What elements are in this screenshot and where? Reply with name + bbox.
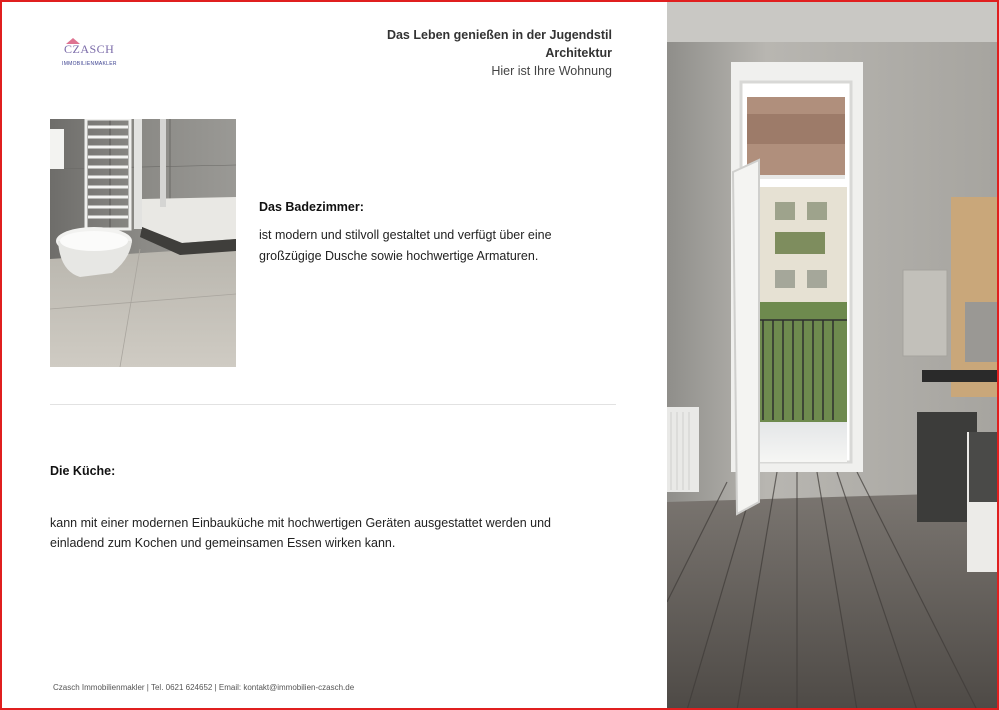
bathroom-photo — [50, 119, 236, 367]
bathroom-description-line1: ist modern und stilvoll gestaltet und verfügt über eine — [259, 228, 552, 242]
kitchen-heading: Die Küche: — [50, 464, 116, 478]
bathroom-description-line2: großzügige Dusche sowie hochwertige Armaturen. — [259, 249, 539, 263]
logo-tagline: IMMOBILIENMAKLER — [62, 61, 117, 67]
kitchen-description-line1: kann mit einer modernen Einbauküche mit hochwertigen Geräten ausgestattet werden und — [50, 516, 551, 530]
header-title-line1: Das Leben genießen in der Jugendstil — [386, 28, 612, 42]
kitchen-description — [50, 513, 610, 553]
kitchen-room-photo — [667, 2, 999, 710]
kitchen-description-line2: einladend zum Kochen und gemeinsamen Essen wirken kann. — [50, 536, 396, 550]
logo-wordmark: CZASCH — [64, 42, 115, 56]
page-header — [312, 26, 612, 80]
bathroom-description — [259, 225, 619, 267]
company-logo — [62, 42, 122, 72]
bathroom-heading: Das Badezimmer: — [259, 200, 364, 214]
header-subtitle: Hier ist Ihre Wohnung — [491, 64, 612, 78]
section-divider — [50, 404, 616, 405]
page-footer: Czasch Immobilienmakler | Tel. 0621 624652 | Email: kontakt@immobilien-czasch.de — [53, 683, 355, 692]
header-title-line2: Architektur — [545, 46, 612, 60]
